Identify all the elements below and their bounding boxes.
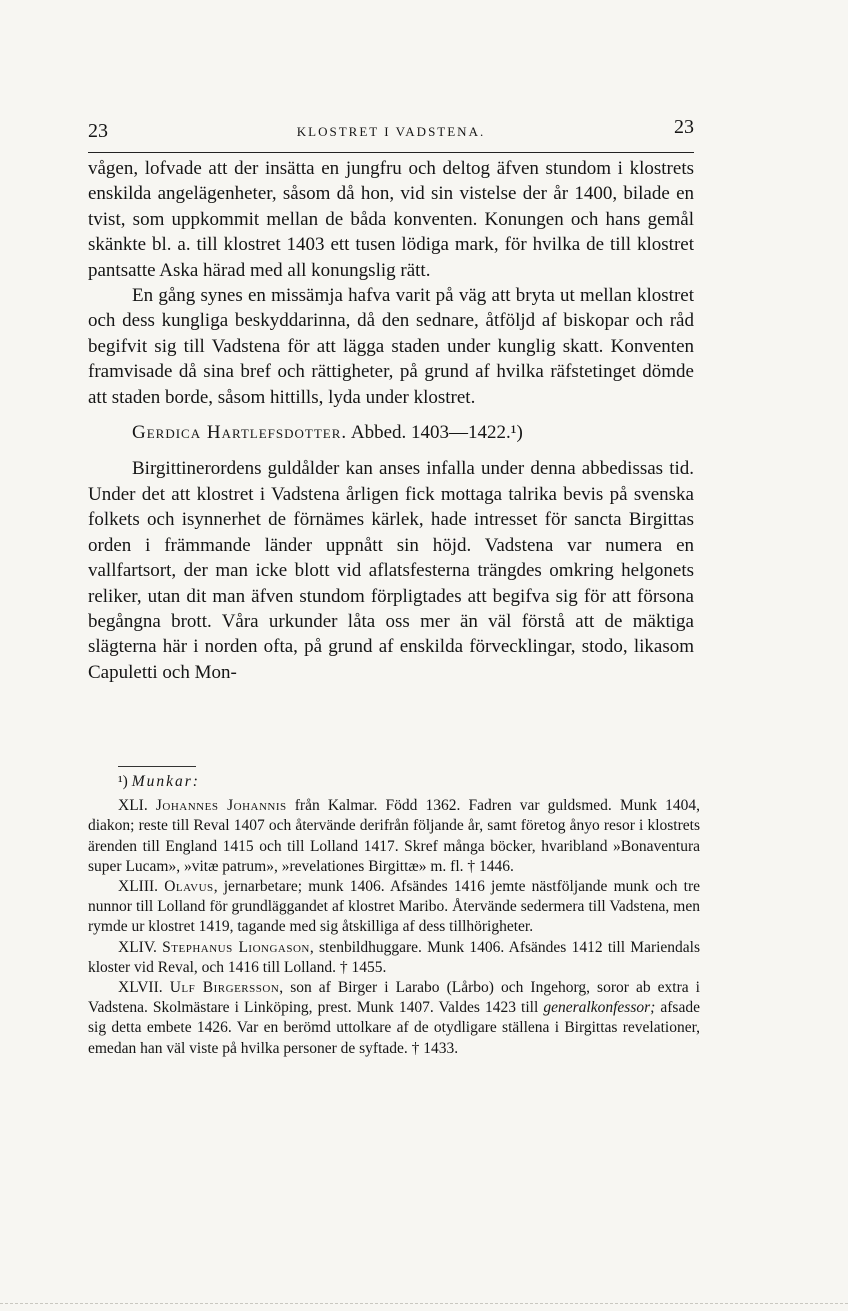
paragraph-2: En gång synes en missämja hafva varit på väg att bryta ut mellan klostret och dess kungliga beskyddarinna, då den sednare, åtföljd af biskopar och råd begifvit sig till Vadstena för att lägga staden under kunglig skatt. Konventen framvisade då sina bref och rättigheter, på grund af hvilka räfstetinget dömde att staden borde, såsom hittills, lyda under klostret.	[88, 285, 694, 408]
header-rule	[88, 152, 694, 153]
page-header	[88, 116, 694, 142]
footnote-entry-xliii	[88, 877, 700, 938]
heading-dates: Abbed. 1403—1422.¹)	[347, 422, 523, 444]
entry-text: , son af Birger i Larabo (Lårbo) och Ingehorg, soror ab extra i Vadstena. Skolmästare i Linköping, prest. Munk 1407. Valdes 1423 till	[88, 979, 700, 1017]
section-heading	[88, 420, 694, 445]
footnote-entry-xliv	[88, 938, 700, 978]
footnote-label: Munkar:	[131, 773, 200, 790]
entry-name: Johannes Johannis	[155, 797, 287, 815]
footnote-heading	[88, 772, 700, 792]
paragraph-3: Birgittinerordens guldålder kan anses infalla under denna abbedissas tid. Under det att klostret i Vadstena årligen fick mottaga talrika bevis på svenska folkets och isynnerhet de förnämes kärlek, hade intresset för sancta Birgittas orden i främmande länder uppnått sin höjd. Vadstena var numera en vallfartsort, der man icke blott vid aflatsfesterna trängdes omkring helgonets reliker, utan dit man äfven stundom förpligtades att begifva sig för att försona begångna brott. Våra urkunder låta oss mer än väl förstå att de mäktiga slägterna här i norden ofta, på grund af enskilda förvecklingar, stodo, likasom Capuletti och Mon-	[88, 458, 694, 683]
main-text	[88, 156, 694, 685]
entry-name: Stephanus Liongason	[162, 938, 310, 956]
page-bottom-edge	[0, 1303, 848, 1304]
page-number-right: 23	[674, 116, 694, 138]
footnote-marker: ¹)	[118, 773, 128, 790]
entry-italic-term: generalkonfessor;	[543, 999, 656, 1017]
entry-text: , stenbildhuggare. Munk 1406. Afsändes 1412 till Mariendals kloster vid Reval, och 1416 till Lolland. † 1455.	[88, 938, 701, 976]
paragraph-1: vågen, lofvade att der insätta en jungfru och deltog äfven stundom i klostrets enskilda angelägenheter, såsom då hon, vid sin vistelse der år 1400, bilade en tvist, som uppkommit mellan de båda konventen. Konungen och hans gemål skänkte bl. a. till klostret 1403 ett tusen lödiga mark, för hvilka de till klostret pantsatte Aska härad med all konungslig rätt.	[88, 158, 694, 281]
entry-text-end: afsade sig detta embete 1426. Var en berömd uttolkare af de otydligare ställena i Birgittas revelationer, emedan han väl viste på hvilka personer de syftade. † 1433.	[88, 999, 700, 1057]
running-title: KLOSTRET I VADSTENA.	[296, 124, 486, 139]
footnote-entry-xli	[88, 796, 700, 877]
abbess-name: Gerdica Hartlefsdotter.	[132, 422, 348, 444]
footnotes	[88, 772, 700, 1059]
entry-name: Ulf Birgersson	[169, 979, 280, 997]
entry-text: från Kalmar. Född 1362. Fadren var guldsmed. Munk 1404, diakon; reste till Reval 1407 och återvände derifrån följande år, samt företog ånyo resor i klostrets ärenden till England 1415 och till Lolland 1417. Skref många böcker, hvaribland »Bonaventura super Lucam», »vitæ patrum», »revelationes Birgittæ» m. fl. † 1446.	[88, 797, 701, 875]
entry-text: , jernarbetare; munk 1406. Afsändes 1416 jemte nästföljande munk och tre nunnor till Lolland för grundläggandet af klostret Maribo. Återvände sedermera till Vadstena, men rymde ur klostret 1419, tagande med sig åtskilliga af dess tillhörigheter.	[88, 878, 701, 936]
entry-numeral: XLIII.	[118, 878, 159, 896]
entry-name: Olavus	[164, 878, 214, 896]
entry-numeral: XLVII.	[118, 979, 163, 997]
footnote-rule	[118, 766, 196, 767]
entry-numeral: XLIV.	[118, 938, 157, 956]
page-number-left: 23	[88, 120, 108, 142]
footnote-entry-xlvii	[88, 978, 700, 1059]
entry-numeral: XLI.	[118, 797, 148, 815]
